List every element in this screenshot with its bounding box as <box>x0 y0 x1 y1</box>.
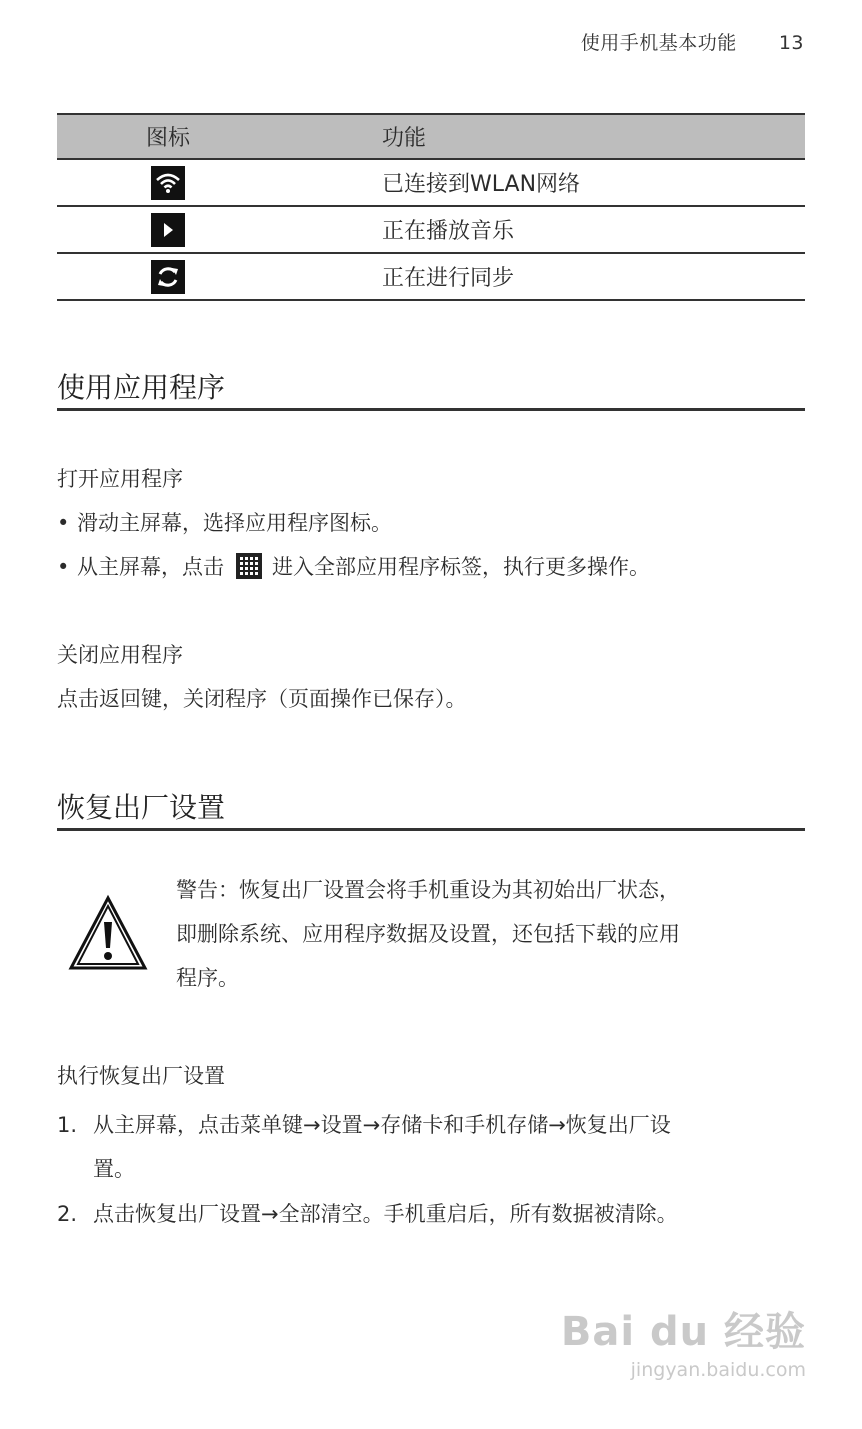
warning-text: 警告：恢复出厂设置会将手机重设为其初始出厂状态， 即删除系统、应用程序数据及设置，还包括下载的应用 程序。 <box>176 878 680 990</box>
table-cell-function: 正在播放音乐 <box>382 206 805 253</box>
column-header-icon: 图标 <box>57 114 382 159</box>
icon-table <box>57 113 805 301</box>
bullet-item: • 从主屏幕，点击 进入全部应用程序标签，执行更多操作。 <box>57 555 650 579</box>
section-title-reset: 恢复出厂设置 <box>57 791 226 824</box>
open-apps-title: 打开应用程序 <box>57 467 183 491</box>
table-row <box>57 253 805 300</box>
bullet-item: • 滑动主屏幕，选择应用程序图标。 <box>57 511 392 535</box>
column-header-function: 功能 <box>382 114 805 159</box>
header-title: 使用手机基本功能 <box>580 32 737 54</box>
watermark-logo: Bai du 经验 <box>560 1309 806 1355</box>
watermark-url: jingyan.baidu.com <box>630 1359 806 1381</box>
baidu-watermark <box>561 1300 806 1381</box>
reset-steps-title: 执行恢复出厂设置 <box>57 1064 225 1088</box>
numbered-step: 2. 点击恢复出厂设置→全部清空。手机重启后，所有数据被清除。 <box>57 1202 678 1226</box>
table-cell-function: 已连接到WLAN网络 <box>382 159 805 206</box>
table-row <box>57 206 805 253</box>
sync-icon <box>151 260 185 294</box>
numbered-step: 1. 从主屏幕，点击菜单键→设置→存储卡和手机存储→恢复出厂设 置。 <box>57 1113 671 1181</box>
page-number: 13 <box>778 32 804 54</box>
close-apps-title: 关闭应用程序 <box>57 643 183 667</box>
table-cell-function: 正在进行同步 <box>382 253 805 300</box>
wifi-icon <box>151 166 185 200</box>
section-divider <box>57 828 805 831</box>
table-header-row <box>57 114 805 159</box>
all-apps-grid-icon <box>236 553 262 579</box>
section-divider <box>57 408 805 411</box>
section-title-apps: 使用应用程序 <box>57 371 226 404</box>
page-header <box>581 28 804 55</box>
play-icon <box>151 213 185 247</box>
close-apps-text: 点击返回键，关闭程序（页面操作已保存）。 <box>57 687 467 711</box>
table-row <box>57 159 805 206</box>
warning-icon <box>68 894 148 978</box>
